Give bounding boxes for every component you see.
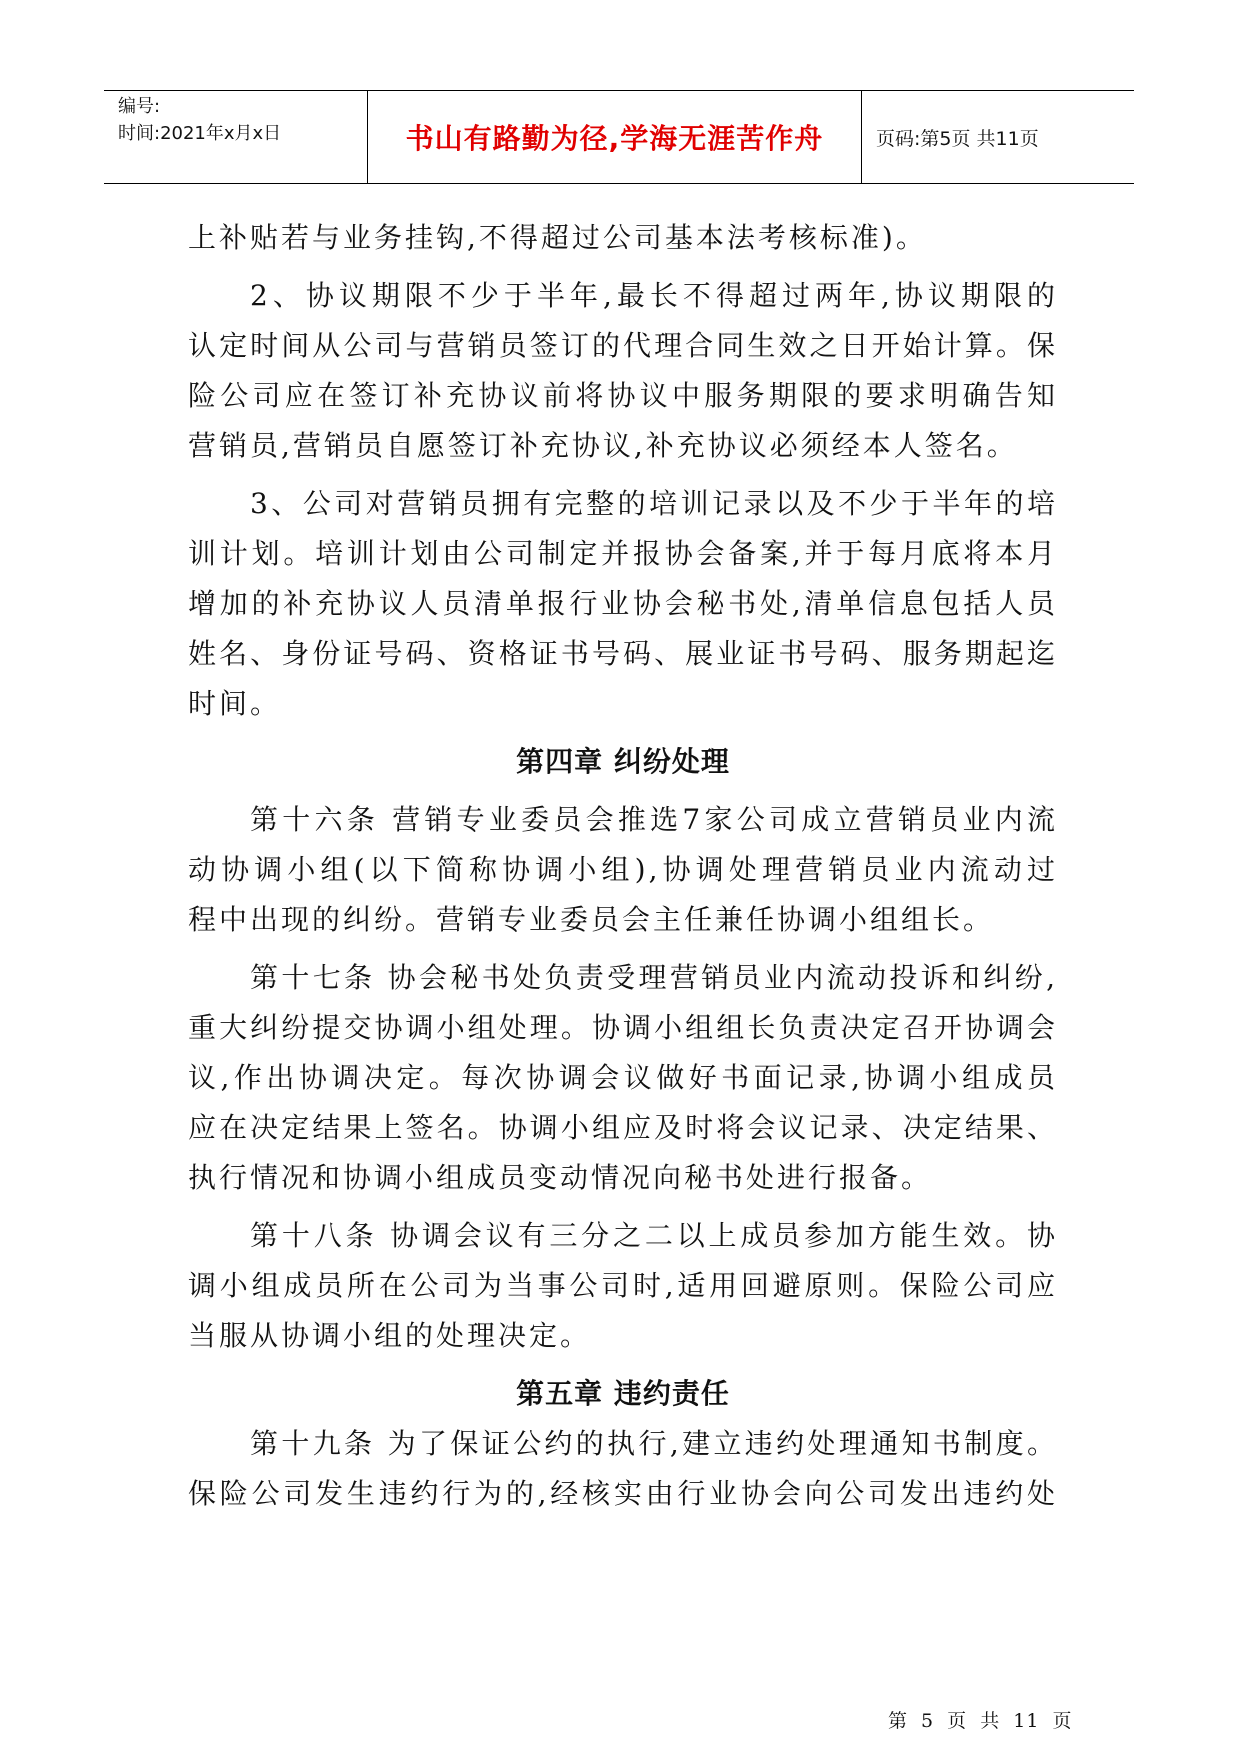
chapter-4-heading: 第四章 纠纷处理 xyxy=(516,745,730,778)
text-line: 第十九条 为了保证公约的执行,建立违约处理通知书制度。 xyxy=(250,1427,1058,1460)
text-line: 第十七条 协会秘书处负责受理营销员业内流动投诉和纠纷, xyxy=(250,961,1058,994)
paragraph-clause-3 xyxy=(188,479,1058,729)
text-line: 应在决定结果上签名。协调小组应及时将会议记录、决定结果、 xyxy=(188,1111,1058,1144)
text-line: 训计划。培训计划由公司制定并报协会备案,并于每月底将本月 xyxy=(188,537,1058,570)
chapter-5-heading: 第五章 违约责任 xyxy=(516,1377,730,1410)
text-line: 认定时间从公司与营销员签订的代理合同生效之日开始计算。保 xyxy=(188,329,1058,362)
text-line: 调小组成员所在公司为当事公司时,适用回避原则。保险公司应 xyxy=(188,1269,1058,1302)
paragraph-clause-2 xyxy=(188,271,1058,471)
paragraph-article-17 xyxy=(188,953,1058,1203)
document-time-label: 时间:2021年x月x日 xyxy=(118,123,282,144)
header-meta-cell xyxy=(104,91,368,183)
text-line: 险公司应在签订补充协议前将协议中服务期限的要求明确告知 xyxy=(188,379,1058,412)
text-line: 第十八条 协调会议有三分之二以上成员参加方能生效。协 xyxy=(250,1219,1058,1252)
text-line: 当服从协调小组的处理决定。 xyxy=(188,1319,592,1352)
document-body xyxy=(188,213,1058,1519)
paragraph-continuation xyxy=(188,213,1058,263)
text-line: 第十六条 营销专业委员会推选7家公司成立营销员业内流 xyxy=(250,803,1058,836)
text-line: 执行情况和协调小组成员变动情况向秘书处进行报备。 xyxy=(188,1161,933,1194)
text-line: 姓名、身份证号码、资格证书号码、展业证书号码、服务期起迄 xyxy=(188,637,1058,670)
text-line: 程中出现的纠纷。营销专业委员会主任兼任协调小组组长。 xyxy=(188,903,995,936)
document-number-label: 编号: xyxy=(118,96,161,117)
document-header xyxy=(104,90,1134,184)
text-line: 增加的补充协议人员清单报行业协会秘书处,清单信息包括人员 xyxy=(188,587,1058,620)
text-line: 动协调小组(以下简称协调小组),协调处理营销员业内流动过 xyxy=(188,853,1058,886)
text-line: 营销员,营销员自愿签订补充协议,补充协议必须经本人签名。 xyxy=(188,429,1018,462)
text-line: 2、协议期限不少于半年,最长不得超过两年,协议期限的 xyxy=(250,279,1058,312)
text-line: 时间。 xyxy=(188,687,282,720)
text-line: 上补贴若与业务挂钩,不得超过公司基本法考核标准)。 xyxy=(188,221,927,254)
text-line: 议,作出协调决定。每次协调会议做好书面记录,协调小组成员 xyxy=(188,1061,1058,1094)
text-line: 保险公司发生违约行为的,经核实由行业协会向公司发出违约处 xyxy=(188,1477,1058,1510)
page-footer: 第 5 页 共 11 页 xyxy=(888,1710,1073,1732)
paragraph-article-19 xyxy=(188,1419,1058,1519)
header-page-info: 页码:第5页 共11页 xyxy=(876,127,1039,150)
paragraph-article-16 xyxy=(188,795,1058,945)
header-motto: 书山有路勤为径,学海无涯苦作舟 xyxy=(368,91,862,183)
text-line: 3、公司对营销员拥有完整的培训记录以及不少于半年的培 xyxy=(250,487,1058,520)
paragraph-article-18 xyxy=(188,1211,1058,1361)
text-line: 重大纠纷提交协调小组处理。协调小组组长负责决定召开协调会 xyxy=(188,1011,1058,1044)
